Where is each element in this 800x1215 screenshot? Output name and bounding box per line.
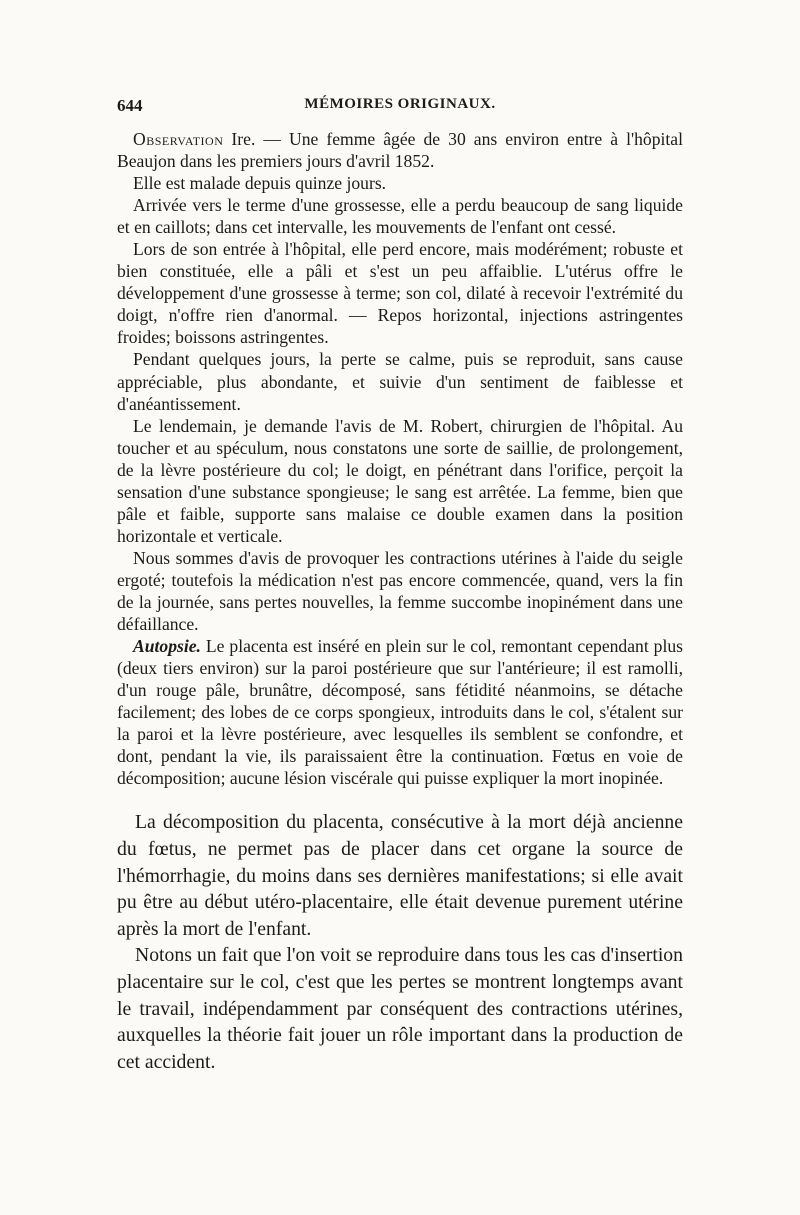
observation-paragraph: Le lendemain, je demande l'avis de M. Robert, chirurgien de l'hôpital. Au toucher et au spéculum, nous constatons une sorte de saillie, de prolongement, de la lèvre postérieure du col; le doigt, en pénétrant dans l'orifice, perçoit la sensation d'une substance spongieuse; le sang est arrêtée. La femme, bien que pâle et faible, supporte sans malaise ce double examen dans la position horizontale et verticale. [117, 415, 683, 546]
observation-intro [117, 128, 683, 172]
page-header [117, 96, 683, 120]
observation-paragraph: Pendant quelques jours, la perte se calme, puis se reproduit, sans cause appréciable, plus abondante, et suivie d'un sentiment de faiblesse et d'anéantissement. [117, 349, 683, 414]
observation-section [117, 128, 683, 789]
observation-paragraph: Lors de son entrée à l'hôpital, elle perd encore, mais modérément; robuste et bien constituée, elle a pâli et s'est un peu affaiblie. L'utérus offre le développement d'une grossesse à terme; son col, dilaté à recevoir l'extrémité du doigt, n'offre rien d'anormal. — Repos horizontal, injections astringentes froides; boissons astringentes. [117, 239, 683, 348]
autopsy-text: Le placenta est inséré en plein sur le col, remontant cependant plus (deux tiers environ) sur la paroi postérieure que sur l'antérieure; il est ramolli, d'un rouge pâle, brunâtre, décomposé, sans fétidité néanmoins, se détache facilement; des lobes de ce corps spongieux, introduits dans le col, s'étalent sur la paroi et la lèvre postérieure, avec lesquelles ils semblent se confondre, et dont, pendant la vie, ils paraissaient être la continuation. Fœtus en voie de décomposition; aucune lésion viscérale qui puisse expliquer la mort inopinée. [117, 636, 683, 789]
observation-number: Ire [231, 129, 251, 149]
observation-intro-text: . — Une femme âgée de 30 ans environ entre à l'hôpital Beaujon dans les premiers jours d'avril 1852. [117, 129, 684, 172]
observation-label: Observation [133, 129, 224, 149]
page-number: 644 [117, 96, 143, 115]
discussion-section [117, 809, 683, 1075]
observation-paragraph: Elle est malade depuis quinze jours. [133, 173, 387, 194]
book-page [117, 96, 683, 1075]
discussion-paragraph: Notons un fait que l'on voit se reproduire dans tous les cas d'insertion placentaire sur le col, c'est que les pertes se montrent longtemps avant le travail, indépendamment par conséquent des contractions utérines, auxquelles la théorie fait jouer un rôle important dans la production de cet accident. [117, 944, 683, 1073]
observation-paragraph: Arrivée vers le terme d'une grossesse, elle a perdu beaucoup de sang liquide et en caillots; dans cet intervalle, les mouvements de l'enfant ont cessé. [117, 195, 683, 238]
running-title: MÉMOIRES ORIGINAUX. [304, 96, 496, 112]
discussion-paragraph: La décomposition du placenta, consécutive à la mort déjà ancienne du fœtus, ne permet pas de placer dans cet organe la source de l'hémorrhagie, du moins dans ses dernières manifestations; si elle avait pu être au début utéro-placentaire, elle était devenue purement utérine après la mort de l'enfant. [117, 811, 683, 940]
autopsy-paragraph [117, 635, 683, 789]
autopsy-label: Autopsie. [133, 636, 201, 657]
observation-paragraph: Nous sommes d'avis de provoquer les contractions utérines à l'aide du seigle ergoté; toutefois la médication n'est pas encore commencée, quand, vers la fin de la journée, sans pertes nouvelles, la femme succombe inopinément dans une défaillance. [117, 547, 683, 635]
